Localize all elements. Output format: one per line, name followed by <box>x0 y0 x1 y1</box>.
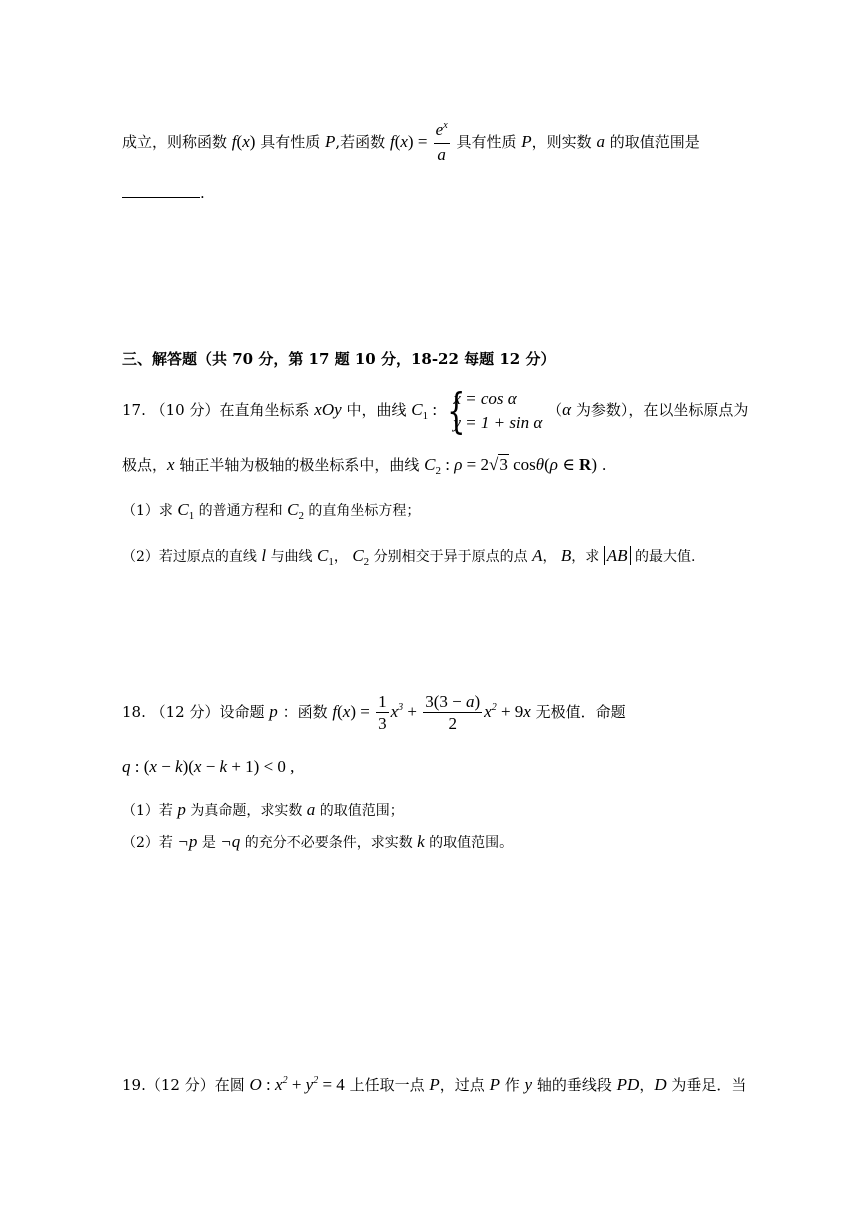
q17-part-2: （2）若过原点的直线 l 与曲线 $C_1$， $C_2$ 分别相交于异于原点的点 A， B，求 AB 的最大值. <box>122 546 696 568</box>
formula-ex-over-a: $\frac{e^x}{a}$ <box>435 120 448 164</box>
q17-number: 17. <box>122 401 146 419</box>
q17-line-2: 极点，x 轴正半轴为极轴的极坐标系中，曲线 $C_2$ : ρ = 2√3 cosθ(ρ ∈ R) . <box>122 455 607 477</box>
q19-score: （12 分） <box>145 1076 215 1094</box>
q17-case-y: y = 1 + sin α <box>453 413 543 432</box>
intro-text-5: ，则实数 <box>531 133 592 151</box>
q18-score: （12 分） <box>150 703 220 721</box>
q18-part-1: （1）若 p 为真命题，求实数 a 的取值范围； <box>122 800 404 819</box>
q17-case-x: x = cos α <box>453 389 517 408</box>
intro-text-1: 成立，则称函数 <box>122 133 228 151</box>
q18-line-1: 18. （12 分）设命题 p ：函数 f(x) = $\frac{1}{3}$ $x^3$ + $\frac{3(3 - a)}{2}$ $x^2 + 9x$ 无极值．命题 <box>122 691 626 733</box>
q18-number: 18. <box>122 703 146 721</box>
intro-line: 成立，则称函数 f(x) 具有性质 P,若函数 f(x) = $\frac{e^x}{a}$ 具有性质 P，则实数 a 的取值范围是 <box>122 120 700 164</box>
formula-fx: f <box>231 132 237 151</box>
q17-parametric-equations: { x = cos α y = 1 + sin α <box>447 383 543 439</box>
answer-blank <box>122 196 200 198</box>
intro-text-4: 具有性质 <box>456 133 517 151</box>
q18-line-2: q : (x − k)(x − k + 1) < 0 , <box>122 757 295 776</box>
intro-text-3: ,若函数 <box>335 133 386 151</box>
q19-line-1: 19.（12 分）在圆 O : $x^2 + y^2 = 4$ 上任取一点 P，过点 P 作 y 轴的垂线段 PD，D 为垂足．当 <box>122 1075 747 1094</box>
section-title: 三、解答题（共 70 分，第 17 题 10 分，18-22 每题 12 分） <box>122 350 556 368</box>
q17-score: （10 分） <box>150 401 220 419</box>
answer-blank-line: . <box>122 184 205 202</box>
intro-text-2: 具有性质 <box>260 133 321 151</box>
q19-number: 19. <box>122 1076 146 1094</box>
q17-line-1: 17. （10 分）在直角坐标系 xOy 中，曲线 $C_1$ : { x = cos α y = 1 + sin α （α 为参数），在以坐标原点为 <box>122 383 749 439</box>
q17-part-1: （1）求 $C_1$ 的普通方程和 $C_2$ 的直角坐标方程； <box>122 500 421 522</box>
q18-part-2: （2）若 ¬p 是 ¬q 的充分不必要条件，求实数 k 的取值范围。 <box>122 832 514 851</box>
intro-text-6: 的取值范围是 <box>609 133 700 151</box>
